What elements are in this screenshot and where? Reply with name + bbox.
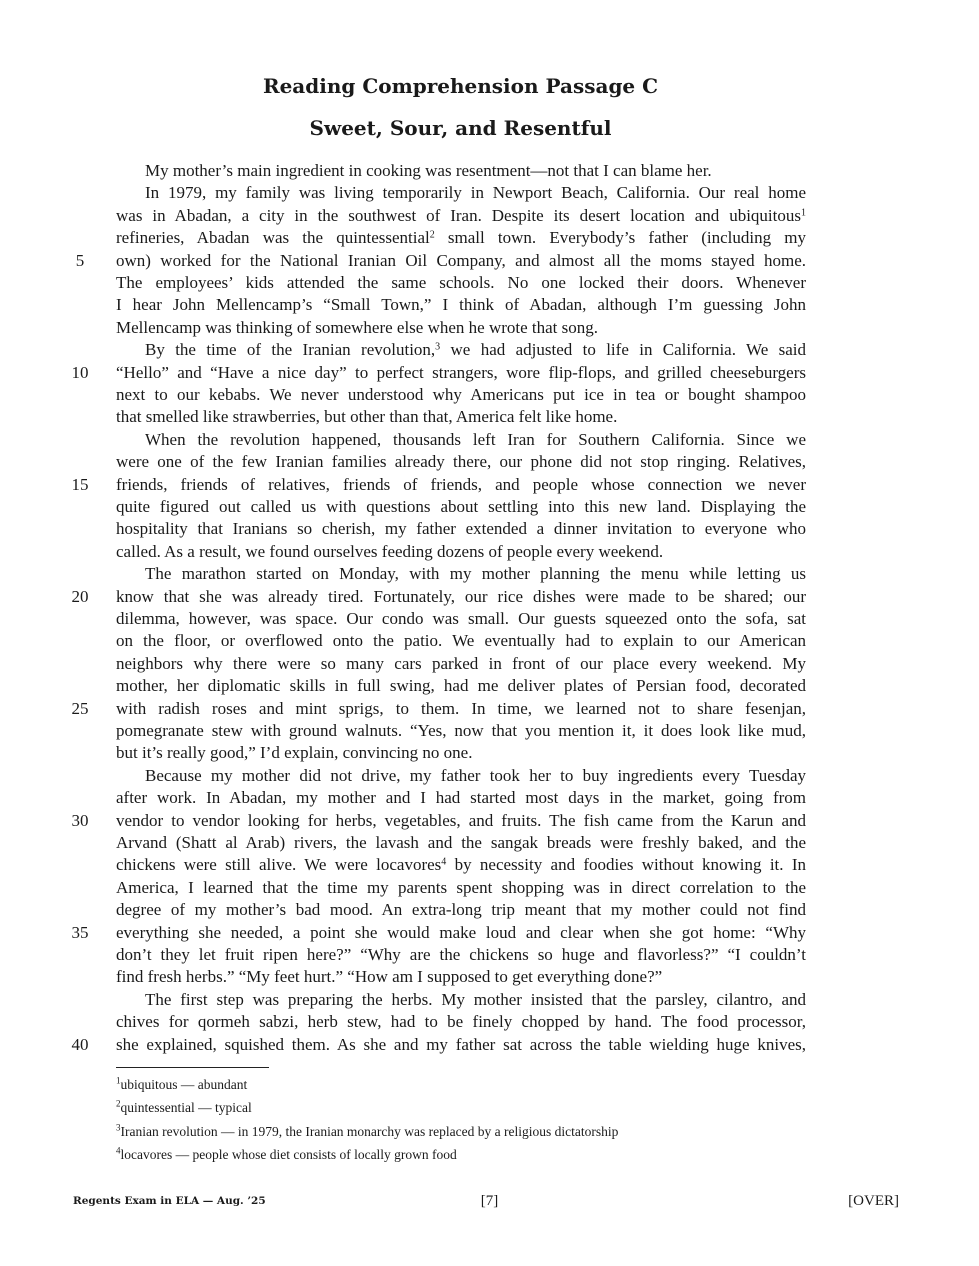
line-number: 25 bbox=[71, 698, 89, 718]
line-number: 30 bbox=[71, 810, 89, 830]
passage-line: everything she needed, a point she would make loud and clear when she got home: “Why bbox=[116, 922, 806, 942]
passage-line: In 1979, my family was living temporarily in Newport Beach, California. Our real home bbox=[145, 183, 806, 203]
passage-line: neighbors why there were so many cars parked in front of our place every weekend. My bbox=[116, 653, 806, 673]
footnote: $^1$ubiquitous — abundant bbox=[116, 1075, 248, 1092]
passage-line: degree of my mother’s bad mood. An extra-long trip meant that my mother could not find bbox=[116, 900, 806, 920]
passage-line: Because my mother did not drive, my father took her to buy ingredients every Tuesday bbox=[145, 765, 806, 785]
line-number: 15 bbox=[71, 474, 89, 494]
footnote-marker: 4 bbox=[441, 856, 447, 868]
footnote-divider bbox=[116, 1067, 269, 1068]
line-number: 20 bbox=[71, 586, 89, 606]
passage-line: find fresh herbs.” “My feet hurt.” “How am I supposed to get everything done?” bbox=[116, 967, 663, 987]
passage-line: chives for qormeh sabzi, herb stew, had to be finely chopped by hand. The food processor, bbox=[116, 1012, 806, 1032]
line-number: 35 bbox=[71, 922, 89, 942]
passage-line: with radish roses and mint sprigs, to them. In time, we learned not to share fesenjan, bbox=[116, 698, 806, 718]
passage-line: but it’s really good,” I’d explain, convincing no one. bbox=[116, 743, 473, 763]
passage-line: friends, friends of relatives, friends of friends, and people whose connection we never bbox=[116, 474, 806, 494]
footnote-marker: 3 bbox=[435, 341, 441, 353]
passage-line: refineries, Abadan was the quintessential$^2$ small town. Everybody’s father (including my bbox=[116, 228, 806, 248]
passage-line: mother, her diplomatic skills in full swing, had me deliver plates of Persian food, decorated bbox=[116, 676, 806, 696]
passage-line: When the revolution happened, thousands left Iran for Southern California. Since we bbox=[145, 429, 806, 449]
passage-line: America, I learned that the time my parents spent shopping was in direct correlation to the bbox=[116, 877, 806, 897]
passage-line: on the floor, or overflowed onto the patio. We eventually had to explain to our American bbox=[116, 631, 806, 651]
passage-line: was in Abadan, a city in the southwest of Iran. Despite its desert location and ubiquitous$^1$ bbox=[116, 205, 806, 225]
page-number: [7] bbox=[480, 1193, 499, 1209]
passage-title: Sweet, Sour, and Resentful bbox=[309, 116, 612, 140]
passage-line: Arvand (Shatt al Arab) rivers, the lavash and the sangak breads were freshly baked, and the bbox=[116, 833, 806, 852]
passage-line: chickens were still alive. We were locavores$^4$ by necessity and foodies without knowing it. In bbox=[116, 855, 806, 875]
over-indicator: [OVER] bbox=[848, 1193, 899, 1209]
footnote-marker: 1 bbox=[801, 207, 806, 219]
passage-line: “Hello” and “Have a nice day” to perfect strangers, wore flip-flops, and grilled cheeseburgers bbox=[116, 362, 806, 382]
line-number: 40 bbox=[71, 1034, 89, 1054]
footer-exam-name: Regents Exam in ELA — Aug. ’25 bbox=[73, 1195, 266, 1207]
passage-line: The employees’ kids attended the same schools. No one locked their doors. Whenever bbox=[116, 273, 806, 292]
passage-line: she explained, squished them. As she and my father sat across the table wielding huge knives, bbox=[116, 1034, 806, 1054]
passage-line: called. As a result, we found ourselves feeding dozens of people every weekend. bbox=[116, 541, 664, 561]
passage-line: quite figured out called us with questions about settling into this new land. Displaying the bbox=[116, 497, 806, 516]
passage-line: The marathon started on Monday, with my mother planning the menu while letting us bbox=[145, 564, 806, 584]
passage-line: I hear John Mellencamp’s “Small Town,” I think of Abadan, although I’m guessing John bbox=[116, 295, 806, 315]
passage-line: hospitality that Iranians so cherish, my father extended a dinner invitation to everyone who bbox=[116, 519, 806, 539]
passage-line: next to our kebabs. We never understood why Americans put ice in tea or bought shampoo bbox=[116, 385, 806, 404]
passage-line: after work. In Abadan, my mother and I had started most days in the market, going from bbox=[116, 788, 806, 808]
passage-line: The first step was preparing the herbs. My mother insisted that the parsley, cilantro, and bbox=[145, 989, 806, 1009]
passage-line: were one of the few Iranian families already there, our phone did not stop ringing. Relatives, bbox=[116, 452, 806, 472]
passage-line: dilemma, however, was space. Our condo was small. Our guests squeezed onto the sofa, sat bbox=[116, 609, 806, 628]
footnote: $^2$quintessential — typical bbox=[116, 1098, 252, 1116]
passage-line: pomegranate stew with ground walnuts. “Yes, now that you mention it, it does look like mud, bbox=[116, 721, 806, 740]
line-number: 5 bbox=[75, 250, 85, 270]
passage-line: don’t they let fruit ripen here?” “Why are the chickens so huge and flavorless?” “I couldn’t bbox=[116, 945, 806, 964]
passage-line: By the time of the Iranian revolution,$^3$ we had adjusted to life in California. We said bbox=[145, 340, 806, 360]
footnote-marker: 2 bbox=[429, 229, 435, 241]
passage-line: vendor to vendor looking for herbs, vegetables, and fruits. The fish came from the Karun and bbox=[116, 810, 806, 830]
passage-line: know that she was already tired. Fortunately, our rice dishes were made to be shared; our bbox=[116, 586, 806, 606]
passage-line: Mellencamp was thinking of somewhere else when he wrote that song. bbox=[116, 317, 599, 337]
line-number: 10 bbox=[71, 362, 89, 382]
passage-line: own) worked for the National Iranian Oil Company, and almost all the moms stayed home. bbox=[116, 250, 806, 270]
passage-heading: Reading Comprehension Passage C bbox=[262, 74, 659, 98]
passage-line: My mother’s main ingredient in cooking was resentment—not that I can blame her. bbox=[145, 161, 712, 180]
passage-line: that smelled like strawberries, but other than that, America felt like home. bbox=[116, 407, 618, 427]
footnote: $^4$locavores — people whose diet consists of locally grown food bbox=[116, 1145, 457, 1162]
footnote: $^3$Iranian revolution — in 1979, the Iranian monarchy was replaced by a religious dictatorship bbox=[116, 1122, 619, 1139]
